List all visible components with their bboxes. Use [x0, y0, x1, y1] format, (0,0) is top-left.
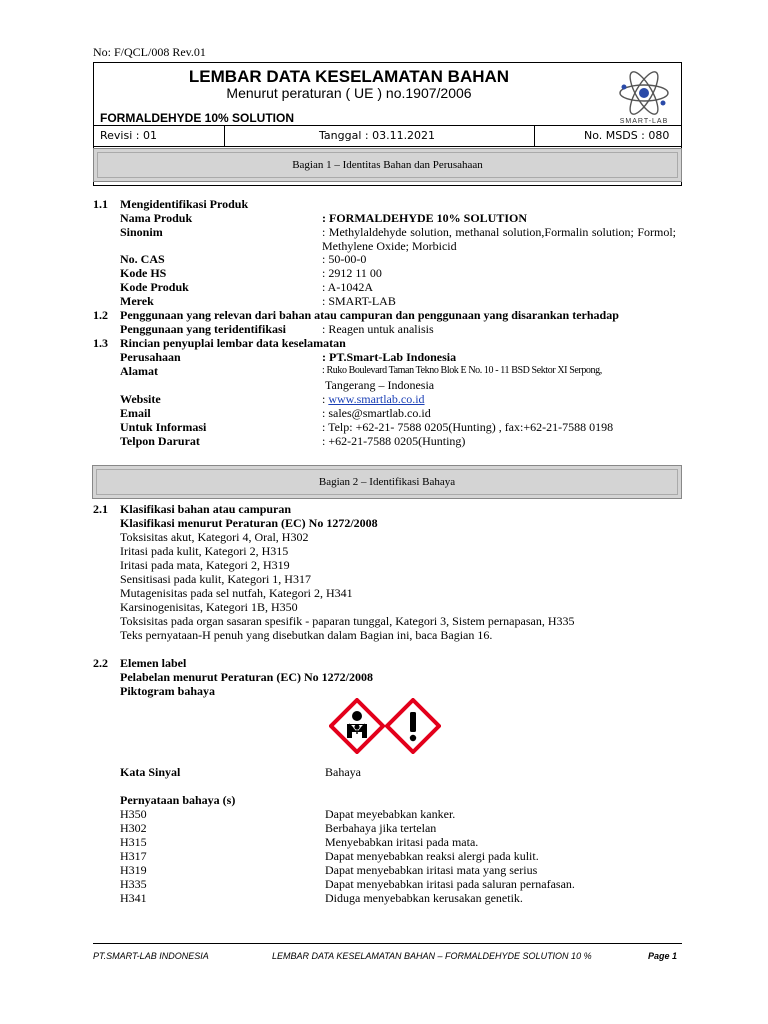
- section-1-band: [93, 148, 682, 182]
- footer-divider: [93, 943, 682, 944]
- health-hazard-icon: [329, 698, 385, 754]
- website-link[interactable]: www.smartlab.co.id: [328, 392, 425, 406]
- date: Tanggal : 03.11.2021: [319, 129, 436, 142]
- header-product-name: FORMALDEHYDE 10% SOLUTION: [100, 111, 295, 125]
- logo-text: SMART-LAB: [619, 118, 669, 125]
- document-number: No: F/QCL/008 Rev.01: [93, 45, 206, 59]
- document-title: LEMBAR DATA KESELAMATAN BAHAN: [188, 67, 510, 86]
- footer-company: PT.SMART-LAB INDONESIA: [93, 951, 209, 961]
- document-subtitle: Menurut peraturan ( UE ) no.1907/2006: [226, 85, 472, 101]
- exclamation-mark-icon: [385, 698, 441, 754]
- header-info-row: [94, 125, 681, 147]
- revision: Revisi : 01: [100, 129, 157, 142]
- section-2-band: [92, 465, 682, 499]
- header-box: [93, 62, 682, 186]
- footer-document-title: LEMBAR DATA KESELAMATAN BAHAN – FORMALDEHYDE SOLUTION 10 %: [272, 951, 592, 961]
- smart-lab-logo-icon: [611, 65, 677, 127]
- section-2-title: Bagian 2 – Identifikasi Bahaya: [96, 469, 678, 495]
- section-1-title: Bagian 1 – Identitas Bahan dan Perusahaan: [97, 152, 678, 178]
- footer-page-number: Page 1: [648, 951, 678, 961]
- msds-number: No. MSDS : 080: [584, 129, 670, 142]
- field-synonyms: Sinonim : Methylaldehyde solution, methanal solution,Formalin solution; Formol; Methylene Oxide; Morbicid: [120, 225, 676, 253]
